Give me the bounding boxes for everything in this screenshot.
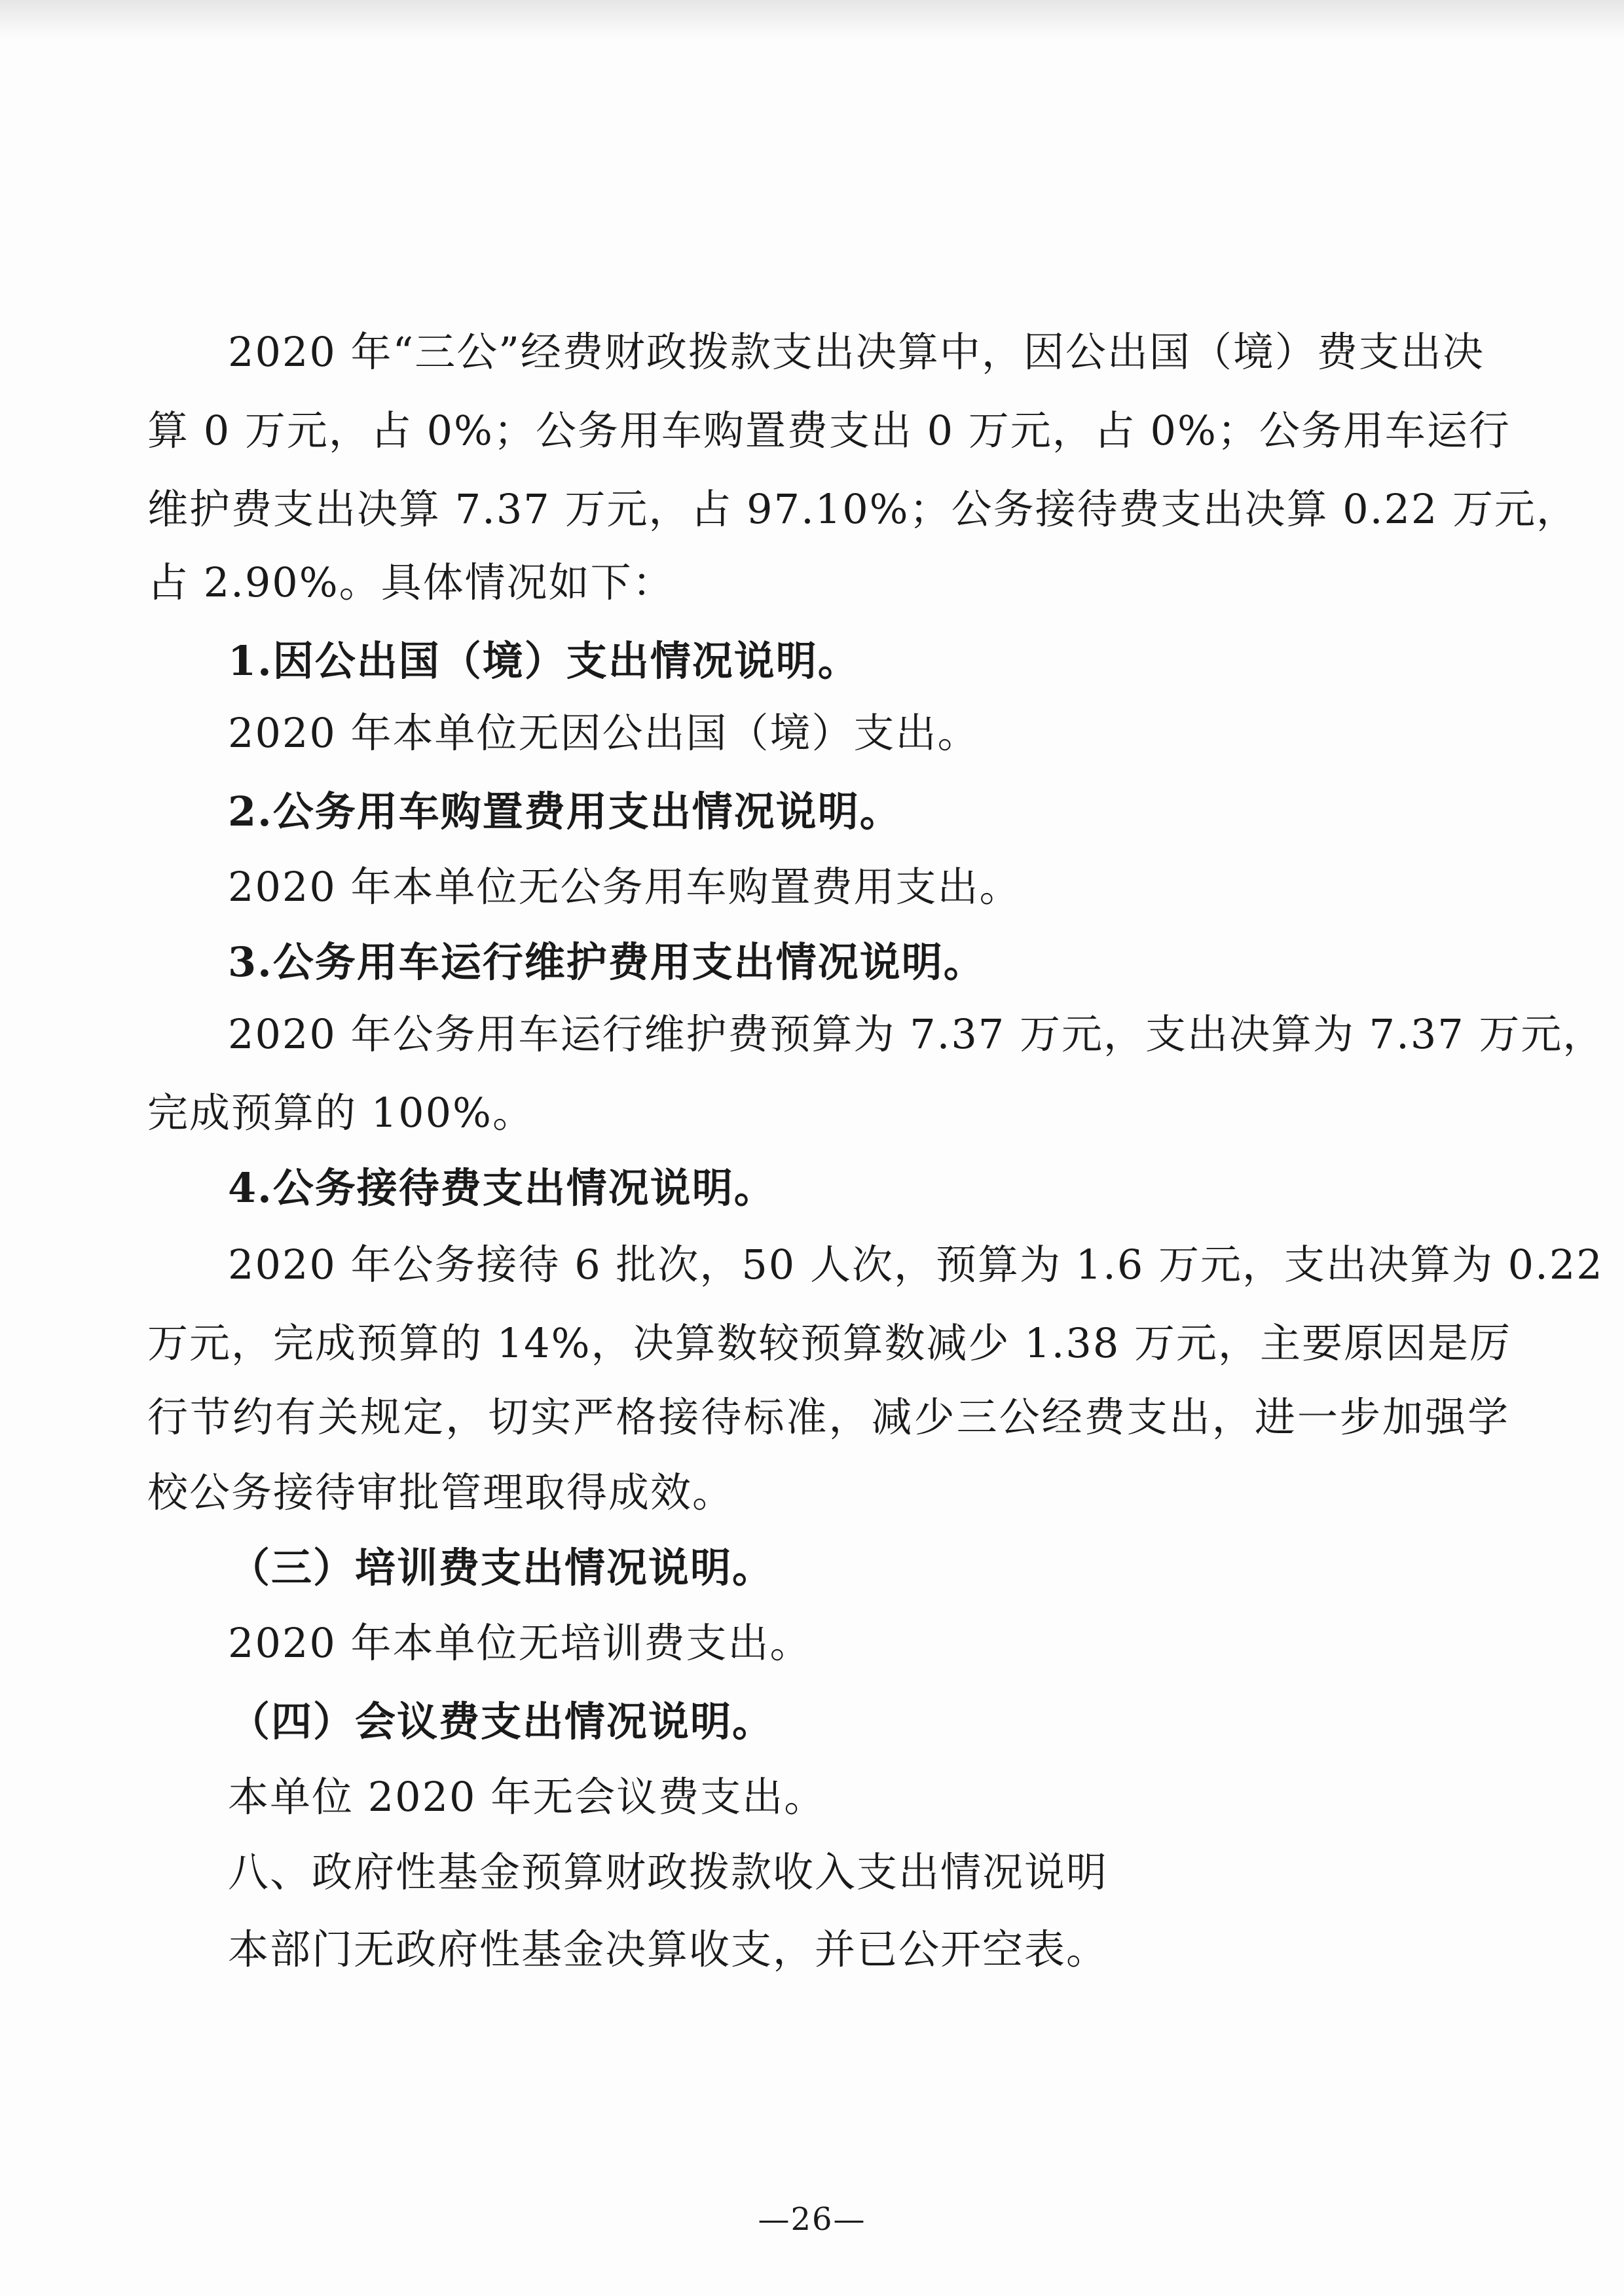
paragraph-4-line-4: 校公务接待审批管理取得成效。 bbox=[147, 1468, 735, 1516]
heading-reception: 4.公务接待费支出情况说明。 bbox=[228, 1164, 776, 1212]
heading-meeting: （四）会议费支出情况说明。 bbox=[229, 1698, 775, 1745]
paragraph-3-line-1: 2020 年公务用车运行维护费预算为 7.37 万元，支出决算为 7.37 万元， bbox=[228, 1010, 1605, 1058]
text-training: 2020 年本单位无培训费支出。 bbox=[228, 1619, 812, 1667]
text-overseas: 2020 年本单位无因公出国（境）支出。 bbox=[228, 709, 980, 757]
heading-vehicle-purchase: 2.公务用车购置费用支出情况说明。 bbox=[228, 788, 902, 835]
heading-vehicle-maintenance: 3.公务用车运行维护费用支出情况说明。 bbox=[228, 938, 986, 986]
text-vehicle-purchase: 2020 年本单位无公务用车购置费用支出。 bbox=[228, 863, 1022, 911]
paragraph-1-line-3: 维护费支出决算 7.37 万元，占 97.10%；公务接待费支出决算 0.22 万元， bbox=[147, 485, 1579, 533]
paragraph-4-line-2: 万元，完成预算的 14%，决算数较预算数减少 1.38 万元，主要原因是厉 bbox=[147, 1319, 1511, 1367]
section-8-title: 八、政府性基金预算财政拨款收入支出情况说明 bbox=[228, 1848, 1109, 1896]
page-number: —26— bbox=[758, 2201, 866, 2238]
paragraph-3-line-2: 完成预算的 100%。 bbox=[147, 1089, 534, 1137]
paragraph-1-line-4: 占 2.90%。具体情况如下： bbox=[147, 558, 674, 606]
section-8-text: 本部门无政府性基金决算收支，并已公开空表。 bbox=[228, 1925, 1109, 1973]
paragraph-4-line-3: 行节约有关规定，切实严格接待标准，减少三公经费支出，进一步加强学 bbox=[147, 1393, 1509, 1441]
text-meeting: 本单位 2020 年无会议费支出。 bbox=[228, 1773, 826, 1821]
paragraph-4-line-1: 2020 年公务接待 6 批次，50 人次，预算为 1.6 万元，支出决算为 0.22 bbox=[228, 1241, 1604, 1288]
paragraph-1-line-1: 2020 年“三公”经费财政拨款支出决算中，因公出国（境）费支出决 bbox=[228, 328, 1485, 376]
heading-training: （三）培训费支出情况说明。 bbox=[229, 1544, 775, 1592]
scan-shadow bbox=[0, 0, 1624, 39]
paragraph-1-line-2: 算 0 万元，占 0%；公务用车购置费支出 0 万元，占 0%；公务用车运行 bbox=[147, 407, 1511, 454]
heading-overseas: 1.因公出国（境）支出情况说明。 bbox=[228, 637, 860, 685]
